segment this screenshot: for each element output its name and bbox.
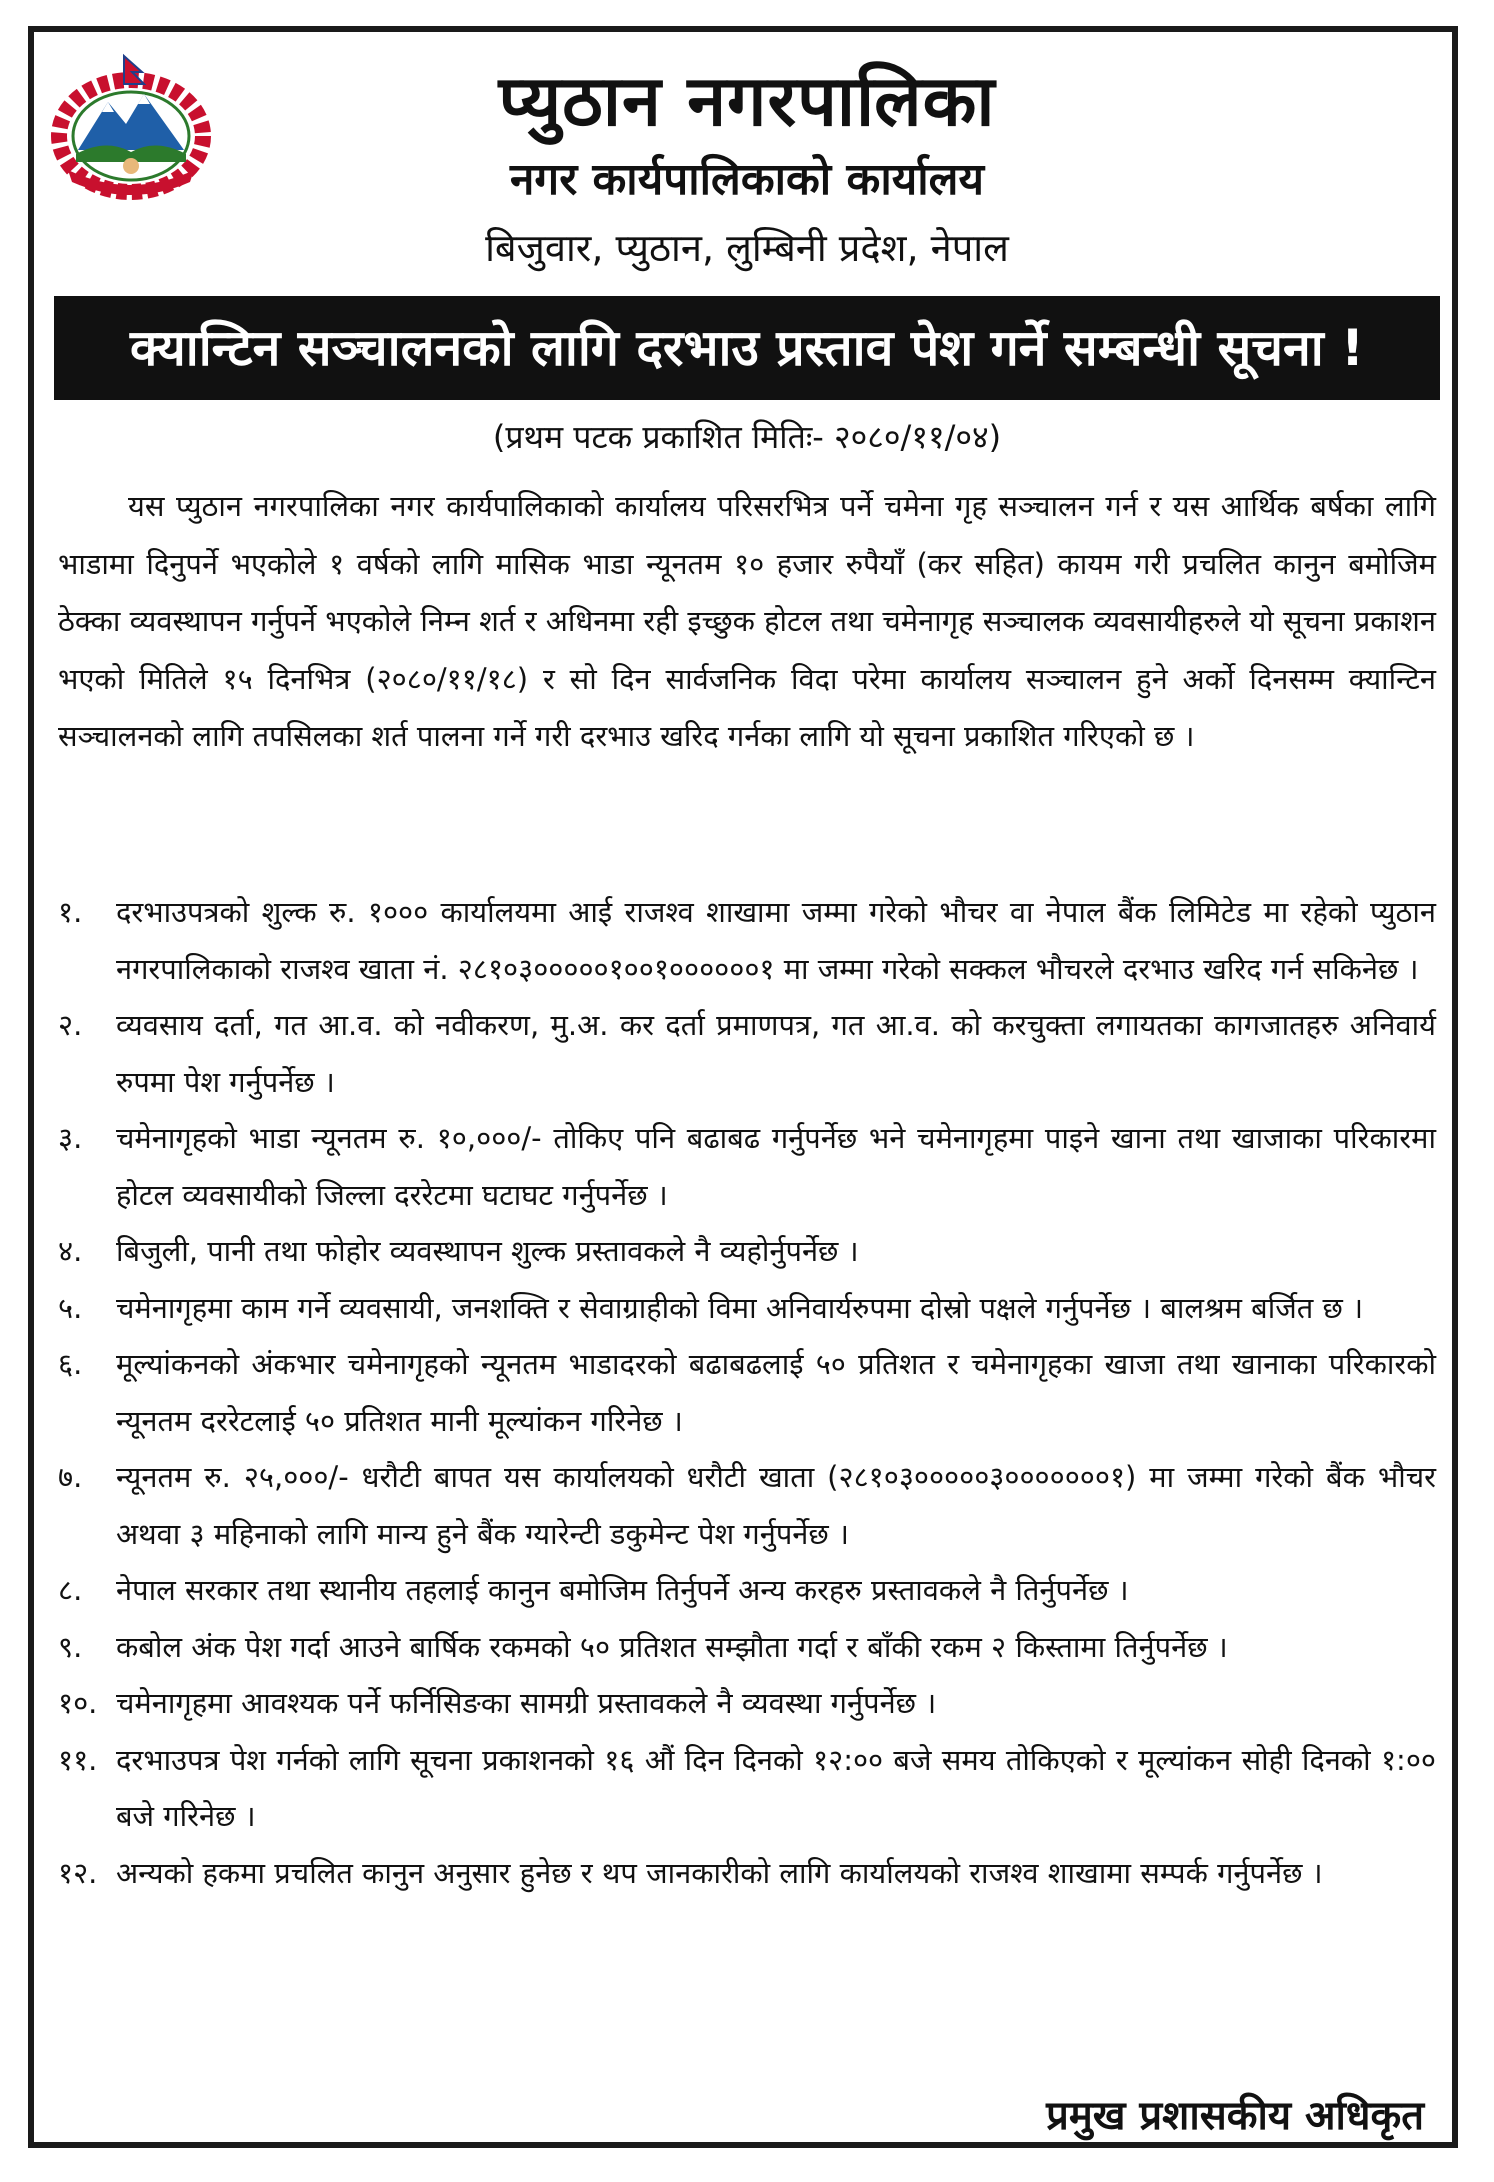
term-item bbox=[58, 997, 1436, 1110]
term-text: न्यूनतम रु. २५,०००/- धरौटी बापत यस कार्यालयको धरौटी खाता (२८१०३०००००३०००००००१) मा जम्मा गरेको बैंक भौचर अथवा ३ महिनाको लागि मान्य हुने बैंक ग्यारेन्टी डकुमेन्ट पेश गर्नुपर्नेछ । bbox=[116, 1460, 1436, 1551]
term-number: ११. bbox=[58, 1742, 98, 1777]
term-item bbox=[58, 1280, 1436, 1337]
term-number: ८. bbox=[58, 1573, 83, 1607]
term-item bbox=[58, 1223, 1436, 1280]
term-item bbox=[58, 1675, 1436, 1732]
notice-intro: यस प्युठान नगरपालिका नगर कार्यपालिकाको कार्यालय परिसरभित्र पर्ने चमेना गृह सञ्चालन गर्न र यस आर्थिक बर्षका लागि भाडामा दिनुपर्ने भएकोले १ वर्षको लागि मासिक भाडा न्यूनतम १० हजार रुपैयाँ (कर सहित) कायम गरी प्रचलित कानुन बमोजिम ठेक्का व्यवस्थापन गर्नुपर्ने भएकोले निम्न शर्त र अधिनमा रही इच्छुक होटल तथा चमेनागृह सञ्चालक व्यवसायीहरुले यो सूचना प्रकाशन भएको मितिले १५ दिनभित्र (२०८०/११/१८) र सो दिन सार्वजनिक विदा परेमा कार्यालय सञ्चालन हुने अर्को दिनसम्म क्यान्टिन सञ्चालनको लागि तपसिलका शर्त पालना गर्ने गरी दरभाउ खरिद गर्नका लागि यो सूचना प्रकाशित गरिएको छ । bbox=[58, 489, 1436, 753]
term-text: नेपाल सरकार तथा स्थानीय तहलाई कानुन बमोजिम तिर्नुपर्ने अन्य करहरु प्रस्तावकले नै तिर्नुपर्नेछ । bbox=[116, 1573, 1129, 1607]
term-item bbox=[58, 1845, 1436, 1902]
term-item bbox=[58, 884, 1436, 997]
term-number: १०. bbox=[58, 1686, 98, 1720]
term-item bbox=[58, 1336, 1436, 1449]
term-text: चमेनागृहको भाडा न्यूनतम रु. १०,०००/- तोकिए पनि बढाबढ गर्नुपर्नेछ भने चमेनागृहमा पाइने खाना तथा खाजाका परिकारमा होटल व्यवसायीको जिल्ला दररेटमा घटाघट गर्नुपर्नेछ । bbox=[116, 1121, 1436, 1212]
term-text: चमेनागृहमा आवश्यक पर्ने फर्निसिङका सामग्री प्रस्तावकले नै व्यवस्था गर्नुपर्नेछ । bbox=[116, 1686, 937, 1720]
term-number: ७. bbox=[58, 1460, 83, 1494]
published-date: (प्रथम पटक प्रकाशित मितिः- २०८०/११/०४) bbox=[492, 418, 1002, 456]
term-text: बिजुली, पानी तथा फोहोर व्यवस्थापन शुल्क प्रस्तावकले नै व्यहोर्नुपर्नेछ । bbox=[116, 1234, 859, 1268]
term-text: दरभाउपत्रको शुल्क रु. १००० कार्यालयमा आई राजश्व शाखामा जम्मा गरेको भौचर वा नेपाल बैंक लिमिटेड मा रहेको प्युठान नगरपालिकाको राजश्व खाता नं. २८१०३०००००१००१००००००१ मा जम्मा गरेको सक्कल भौचरले दरभाउ खरिद गर्न सकिनेछ । bbox=[116, 895, 1436, 986]
term-text: व्यवसाय दर्ता, गत आ.व. को नवीकरण, मु.अ. कर दर्ता प्रमाणपत्र, गत आ.व. को करचुक्ता लगायतका कागजातहरु अनिवार्य रुपमा पेश गर्नुपर्नेछ । bbox=[116, 1008, 1436, 1099]
signature-title: प्रमुख प्रशासकीय अधिकृत bbox=[1046, 2093, 1424, 2139]
office-subtitle: नगर कार्यपालिकाको कार्यालय bbox=[510, 154, 984, 205]
term-text: अन्यको हकमा प्रचलित कानुन अनुसार हुनेछ र थप जानकारीको लागि कार्यालयको राजश्व शाखामा सम्पर्क गर्नुपर्नेछ । bbox=[116, 1855, 1323, 1890]
term-number: १. bbox=[58, 895, 83, 929]
term-text: दरभाउपत्र पेश गर्नको लागि सूचना प्रकाशनको १६ औं दिन दिनको १२:०० बजे समय तोकिएको र मूल्यांकन सोही दिनको १:०० बजे गरिनेछ । bbox=[116, 1742, 1436, 1833]
notice-title-banner: क्यान्टिन सञ्चालनको लागि दरभाउ प्रस्ताव पेश गर्ने सम्बन्धी सूचना ! bbox=[54, 296, 1440, 400]
term-number: ५. bbox=[58, 1290, 83, 1325]
term-text: मूल्यांकनको अंकभार चमेनागृहको न्यूनतम भाडादरको बढाबढलाई ५० प्रतिशत र चमेनागृहका खाजा तथा खानाका परिकारको न्यूनतम दररेटलाई ५० प्रतिशत मानी मूल्यांकन गरिनेछ । bbox=[116, 1347, 1436, 1438]
term-number: २. bbox=[58, 1008, 83, 1042]
term-item bbox=[58, 1562, 1436, 1619]
term-number: ६. bbox=[58, 1347, 83, 1381]
term-item bbox=[58, 1619, 1436, 1676]
term-item bbox=[58, 1449, 1436, 1562]
term-item bbox=[58, 1110, 1436, 1223]
term-number: ९. bbox=[58, 1629, 83, 1664]
term-text: चमेनागृहमा काम गर्ने व्यवसायी, जनशक्ति र सेवाग्राहीको विमा अनिवार्यरुपमा दोस्रो पक्षले गर्नुपर्नेछ । बालश्रम बर्जित छ । bbox=[116, 1290, 1364, 1325]
term-item bbox=[58, 1732, 1436, 1845]
terms-list bbox=[58, 884, 1436, 1901]
term-number: ४. bbox=[58, 1234, 83, 1268]
term-number: १२. bbox=[58, 1855, 98, 1890]
office-name: प्युठान नगरपालिका bbox=[498, 60, 996, 142]
term-text: कबोल अंक पेश गर्दा आउने बार्षिक रकमको ५० प्रतिशत सम्झौता गर्दा र बाँकी रकम २ किस्तामा तिर्नुपर्नेछ । bbox=[116, 1629, 1228, 1664]
term-number: ३. bbox=[58, 1121, 83, 1155]
office-address: बिजुवार, प्युठान, लुम्बिनी प्रदेश, नेपाल bbox=[485, 226, 1009, 270]
